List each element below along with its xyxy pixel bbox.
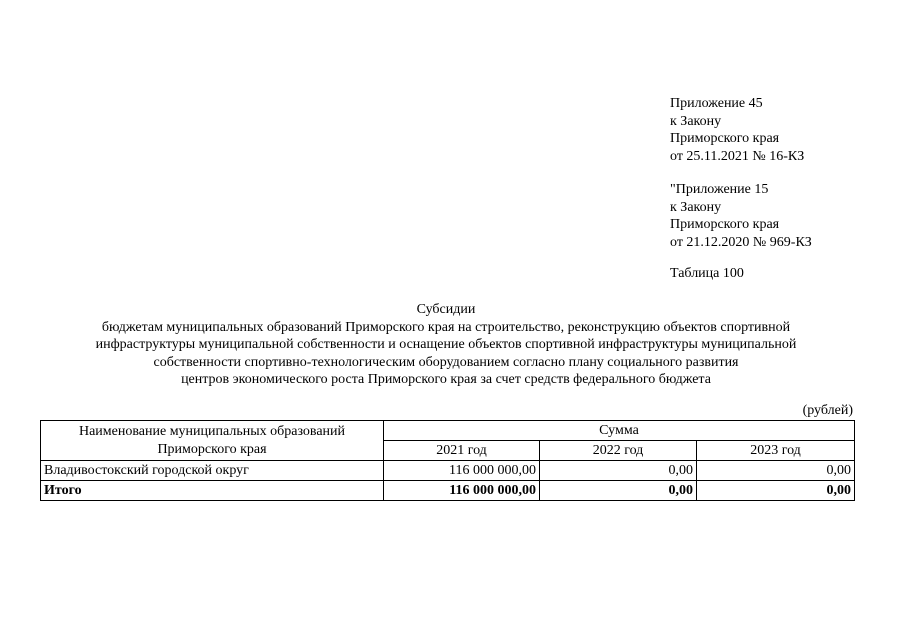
row-value-cell: 0,00 xyxy=(697,461,855,481)
document-title xyxy=(40,301,852,389)
header-year-cell: 2023 год xyxy=(697,441,855,461)
title-line: бюджетам муниципальных образований Приморского края на строительство, реконструкцию объектов спортивной xyxy=(101,319,791,335)
header-name-line: Приморского края xyxy=(157,441,267,457)
row-value-cell: 116 000 000,00 xyxy=(384,461,540,481)
title-line: центров экономического роста Приморского края за счет средств федерального бюджета xyxy=(181,372,711,387)
appendix-line: Приморского края xyxy=(670,217,780,232)
total-value-cell: 0,00 xyxy=(697,481,855,501)
appendix-line: "Приложение 15 xyxy=(670,182,769,197)
appendix-line: к Закону xyxy=(670,199,722,215)
header-sum-cell: Сумма xyxy=(384,421,855,441)
appendix-line: от 25.11.2021 № 16-КЗ xyxy=(670,148,805,164)
table-number: Таблица 100 xyxy=(670,266,744,281)
total-value-cell: 116 000 000,00 xyxy=(384,481,540,501)
units-label: (рублей) xyxy=(802,403,853,418)
appendix-line: от 21.12.2020 № 969-КЗ xyxy=(670,234,812,250)
appendix-previous-reference xyxy=(670,181,812,251)
appendix-current-reference xyxy=(670,95,804,165)
title-line: Субсидии xyxy=(416,302,476,317)
total-name-cell: Итого xyxy=(41,481,384,501)
header-name-line: Наименование муниципальных образований xyxy=(78,423,346,439)
title-line: собственности спортивно-технологическим оборудованием согласно плану социального развития xyxy=(153,354,739,370)
header-name-cell xyxy=(41,421,384,461)
row-name-cell: Владивостокский городской округ xyxy=(41,461,384,481)
subsidy-table xyxy=(40,420,855,501)
title-line: инфраструктуры муниципальной собственности и оснащение объектов спортивной инфраструктуры муниципальной xyxy=(95,337,797,352)
row-value-cell: 0,00 xyxy=(540,461,697,481)
appendix-line: Приложение 45 xyxy=(670,96,763,111)
table-total-row xyxy=(41,481,855,501)
appendix-line: к Закону xyxy=(670,113,722,129)
table-row xyxy=(41,461,855,481)
appendix-line: Приморского края xyxy=(670,131,780,146)
header-year-cell: 2021 год xyxy=(384,441,540,461)
table-header-row xyxy=(41,421,855,441)
total-value-cell: 0,00 xyxy=(540,481,697,501)
header-year-cell: 2022 год xyxy=(540,441,697,461)
